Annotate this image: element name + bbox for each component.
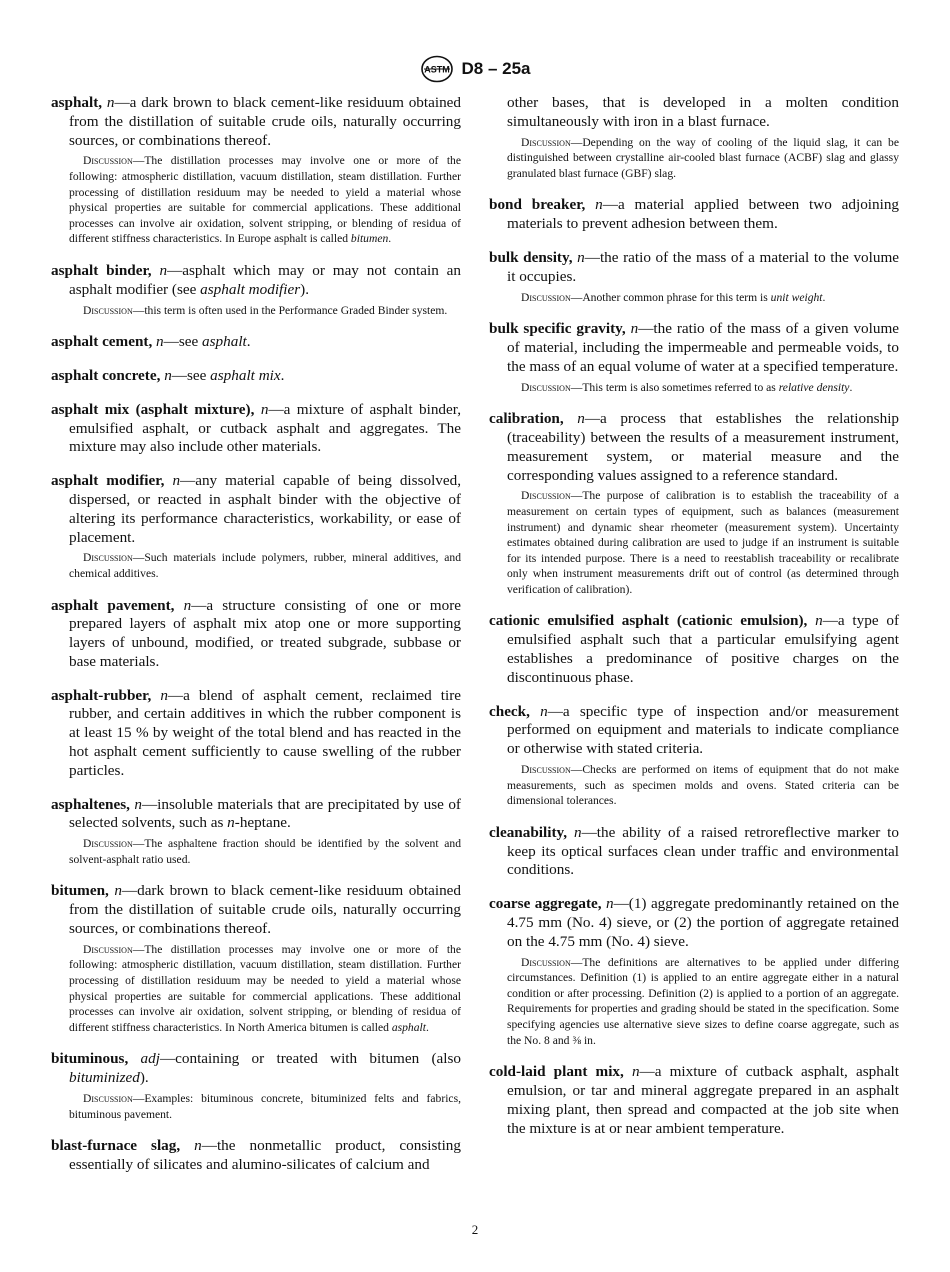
discussion-label: Discussion— — [83, 942, 145, 956]
astm-logo-icon — [420, 55, 454, 83]
page-header — [0, 54, 950, 84]
term-entry-check — [489, 703, 899, 809]
part-of-speech: n — [631, 1063, 640, 1081]
term-name: bituminous, — [51, 1050, 129, 1068]
definition: bulk density, n—the ratio of the mass of a material to the volume it occupies. — [489, 248, 899, 285]
discussion-note: Discussion—Examples: bituminous concrete, bituminized felts and fabrics, bituminous pavement. — [69, 1092, 461, 1121]
term-name: asphalt, — [51, 94, 103, 111]
definition-emphasis: asphalt modifier — [200, 280, 301, 298]
term-entry-coarse-aggregate — [489, 895, 899, 1048]
discussion-label: Discussion— — [521, 380, 583, 394]
term-name: calibration, — [489, 410, 564, 428]
definition-emphasis: asphalt mix — [210, 366, 281, 384]
definition-emphasis: bituminized — [69, 1069, 140, 1087]
discussion-emphasis: unit weight — [770, 290, 823, 304]
part-of-speech: n — [577, 410, 585, 428]
definition: check, n—a specific type of inspection and/or measurement performed on equipment and materials to indicate compliance or otherwise with stated criteria. — [489, 702, 899, 758]
term-name: blast-furnace slag, — [51, 1137, 181, 1155]
part-of-speech: n — [606, 895, 614, 913]
term-entry-calibration — [489, 410, 899, 597]
term-entry-bulk-density — [489, 249, 899, 305]
term-entry-asphalt — [51, 94, 461, 247]
term-name: bond breaker, — [489, 196, 586, 214]
term-name: bulk density, — [489, 248, 573, 266]
term-entry-asphalt-concrete — [51, 367, 461, 386]
discussion-note: Discussion—Such materials include polymers, rubber, mineral additives, and chemical additives. — [69, 551, 461, 580]
part-of-speech: n — [183, 596, 192, 614]
definition: asphalt-rubber, n—a blend of asphalt cement, reclaimed tire rubber, and certain additives in which the rubber component is at least 15 % by weight of the total blend and has reacted in the hot asphalt cement sufficiently to cause swelling of the rubber particles. — [51, 686, 462, 779]
discussion-label: Discussion— — [521, 489, 583, 503]
part-of-speech: n — [134, 795, 142, 813]
term-entry-cleanability — [489, 824, 899, 880]
discussion-label: Discussion— — [521, 955, 583, 969]
discussion-label: Discussion— — [521, 763, 583, 777]
part-of-speech: n — [164, 366, 172, 384]
term-entry-bulk-specific-gravity — [489, 320, 899, 395]
term-name: asphalt concrete, — [51, 366, 161, 384]
definition: bituminous, adj—containing or treated with bitumen (also bituminized). — [51, 1050, 461, 1087]
definition: asphalt modifier, n—any material capable of being dissolved, dispersed, or reacted in asphalt binder with the objective of altering its performance characteristics, workability, or ease of placement. — [51, 472, 462, 546]
definition: cold-laid plant mix, n—a mixture of cutback asphalt, asphalt emulsion, or tar and mineral aggregate prepared in an asphalt mixing plant, then spread and compacted at the job site when the mixture is at or near ambient temperature. — [489, 1063, 899, 1137]
discussion-label: Discussion— — [83, 837, 145, 851]
term-entry-continuation — [489, 94, 899, 181]
term-name: asphalt modifier, — [51, 472, 165, 490]
term-name: cold-laid plant mix, — [489, 1063, 624, 1081]
term-entry-bitumen — [51, 882, 461, 1035]
discussion-label: Discussion— — [83, 551, 145, 565]
term-entry-cold-laid-plant-mix — [489, 1063, 899, 1138]
part-of-speech: n — [260, 400, 269, 418]
part-of-speech: n — [595, 196, 603, 214]
definition: asphalt pavement, n—a structure consisting of one or more prepared layers of asphalt mix atop one or more supporting layers of unbound, modified, or treated subgrade, subbase or base materials. — [51, 596, 461, 670]
discussion-emphasis: asphalt — [391, 1020, 426, 1034]
definition: asphalt concrete, n—see asphalt mix. — [51, 366, 285, 384]
definition: bulk specific gravity, n—the ratio of the mass of a given volume of material, including the impermeable and permeable voids, to the mass of an equal volume of water at a specified temperature. — [489, 320, 900, 375]
term-name: cationic emulsified asphalt (cationic emulsion), — [489, 612, 808, 630]
term-name: asphalt cement, — [51, 333, 153, 351]
term-name: check, — [489, 702, 530, 720]
definition: bitumen, n—dark brown to black cement-like residuum obtained from the distillation of suitable crude oils, naturally occurring sources, or combinations thereof. — [51, 882, 462, 938]
discussion-label: Discussion— — [521, 290, 583, 304]
discussion-label: Discussion— — [83, 1092, 145, 1105]
term-entry-asphalt-rubber — [51, 687, 461, 781]
discussion-note: Discussion—The purpose of calibration is to establish the traceability of a measurement on certain types of equipment, such as balances (measurement instrument) and dynamic shear rheometer (measurement system). Uncertainty estimates obtained during calibration are used to judge if an instrument is suitable for its intended purpose. There is a need to reestablish traceability or recalibrate only when instrument measurements drift out of control (as determined through verification of calibration). — [507, 489, 899, 596]
astm-logo-text: ASTM — [423, 64, 450, 75]
discussion-note: Discussion—The definitions are alternatives to be applied under differing circumstances. Definition (1) is applied to an entire aggregate either in a natural condition or after processing. Definition (2) is applied to a portion of an aggregate. Requirements for properties and grading should be stated in the specification. Some specifying agencies use alternative sieve sizes to define coarse aggregate, such as the No. 8 and ⅜ in. — [507, 955, 899, 1047]
definition-emphasis: n — [227, 814, 235, 832]
right-column — [489, 94, 899, 1153]
part-of-speech: n — [815, 612, 823, 630]
part-of-speech: n — [172, 472, 181, 490]
definition: asphaltenes, n—insoluble materials that are precipitated by use of selected solvents, such as n-heptane. — [51, 795, 461, 832]
discussion-note: Discussion—The asphaltene fraction should be identified by the solvent and solvent-asphalt ratio used. — [69, 837, 461, 866]
part-of-speech: n — [573, 823, 582, 841]
discussion-note: Discussion—The distillation processes may involve one or more of the following: atmospheric distillation, vacuum distillation, steam distillation. Further processing of distillation residuum may be needed to yield a material whose physical properties are suitable for commercial applications. These additional processes can involve air oxidation, solvent stripping, or blending of residua of different stiffness characteristics. In North America bitumen is called asphalt. — [69, 942, 461, 1034]
term-name: cleanability, — [489, 823, 568, 841]
part-of-speech: n — [194, 1137, 202, 1155]
term-entry-cationic-emulsified-asphalt-cationic-emulsion — [489, 612, 899, 687]
definition: asphalt mix (asphalt mixture), n—a mixture of asphalt binder, emulsified asphalt, or cutback asphalt and aggregates. The mixture may also include other materials. — [51, 400, 462, 456]
term-name: coarse aggregate, — [489, 895, 602, 913]
definition: asphalt, n—a dark brown to black cement-like residuum obtained from the distillation of suitable crude oils, naturally occurring sources, or combinations thereof. — [51, 94, 461, 149]
discussion-label: Discussion— — [83, 154, 145, 168]
definition: bond breaker, n—a material applied between two adjoining materials to prevent adhesion between them. — [489, 196, 900, 233]
part-of-speech: n — [160, 686, 168, 704]
term-name: asphalt mix (asphalt mixture), — [51, 400, 255, 418]
term-entry-bituminous — [51, 1050, 461, 1122]
page-number: 2 — [471, 1222, 479, 1237]
definition-continuation: other bases, that is developed in a molten condition simultaneously with iron in a blast furnace. — [507, 94, 899, 130]
term-entry-asphalt-mix-asphalt-mixture — [51, 401, 461, 457]
discussion-note: Discussion—The distillation processes may involve one or more of the following: atmospheric distillation, vacuum distillation, steam distillation. Further processing of distillation residuum may be needed to yield a material whose physical properties are suitable for commercial applications. These additional processes can involve air oxidation, solvent stripping, or blending of residua of different stiffness characteristics. In Europe asphalt is called bitumen. — [69, 154, 461, 246]
term-name: asphaltenes, — [51, 795, 130, 813]
part-of-speech: n — [114, 882, 122, 900]
definition: asphalt cement, n—see asphalt. — [51, 333, 251, 351]
discussion-emphasis: relative density — [778, 380, 850, 394]
part-of-speech: n — [577, 248, 585, 266]
part-of-speech: n — [630, 320, 639, 338]
definition: cationic emulsified asphalt (cationic emulsion), n—a type of emulsified asphalt such that a particular emulsifying agent establishes a predominance of positive charges on the discontinuous phase. — [489, 612, 899, 686]
term-name: asphalt-rubber, — [51, 686, 152, 704]
part-of-speech: n — [540, 702, 548, 720]
term-entry-asphalt-pavement — [51, 597, 461, 672]
term-entry-blast-furnace-slag — [51, 1137, 461, 1175]
discussion-emphasis: bitumen — [350, 232, 389, 246]
discussion-note: Discussion—Checks are performed on items of equipment that do not make measurements, such as specimen molds and ovens. Stated criteria can be dimensional tolerances. — [507, 763, 899, 808]
definition: asphalt binder, n—asphalt which may or may not contain an asphalt modifier (see asphalt modifier). — [51, 261, 462, 298]
definition: coarse aggregate, n—(1) aggregate predominantly retained on the 4.75 mm (No. 4) sieve, or (2) the portion of aggregate retained on the 4.75 mm (No. 4) sieve. — [489, 895, 899, 950]
discussion-label: Discussion— — [83, 303, 145, 317]
part-of-speech: n — [106, 94, 115, 111]
discussion-note: Discussion—this term is often used in the Performance Graded Binder system. — [83, 303, 448, 317]
term-name: asphalt pavement, — [51, 596, 175, 614]
part-of-speech: n — [156, 333, 164, 351]
term-name: asphalt binder, — [51, 261, 152, 279]
part-of-speech: n — [159, 261, 168, 279]
discussion-note: Discussion—Depending on the way of cooling of the liquid slag, it can be distinguished between crystalline air-cooled blast furnace (ACBF) slag and glassy granulated blast furnace (GBF) slag. — [507, 135, 899, 180]
term-entry-asphalt-modifier — [51, 472, 461, 581]
part-of-speech: adj — [140, 1050, 160, 1068]
term-name: bulk specific gravity, — [489, 320, 626, 338]
discussion-note: Discussion—This term is also sometimes referred to as relative density. — [521, 380, 853, 394]
term-entry-asphalt-cement — [51, 333, 461, 352]
term-entry-asphalt-binder — [51, 262, 461, 318]
term-entry-bond-breaker — [489, 196, 899, 234]
discussion-label: Discussion— — [521, 135, 583, 149]
term-entry-asphaltenes — [51, 796, 461, 868]
discussion-note: Discussion—Another common phrase for this term is unit weight. — [521, 290, 826, 304]
document-designation: D8 – 25a — [461, 59, 531, 78]
left-column — [51, 94, 461, 1190]
definition-emphasis: asphalt — [202, 333, 247, 351]
definition: blast-furnace slag, n—the nonmetallic product, consisting essentially of silicates and alumino-silicates of calcium and — [51, 1137, 461, 1173]
definition: calibration, n—a process that establishes the relationship (traceability) between the results of a measurement instrument, measurement system, or material measure and the corresponding values assigned to a reference standard. — [489, 410, 900, 484]
definition: cleanability, n—the ability of a raised retroreflective marker to keep its optical surfaces clean under traffic and environmental conditions. — [489, 823, 899, 879]
term-name: bitumen, — [51, 882, 109, 900]
